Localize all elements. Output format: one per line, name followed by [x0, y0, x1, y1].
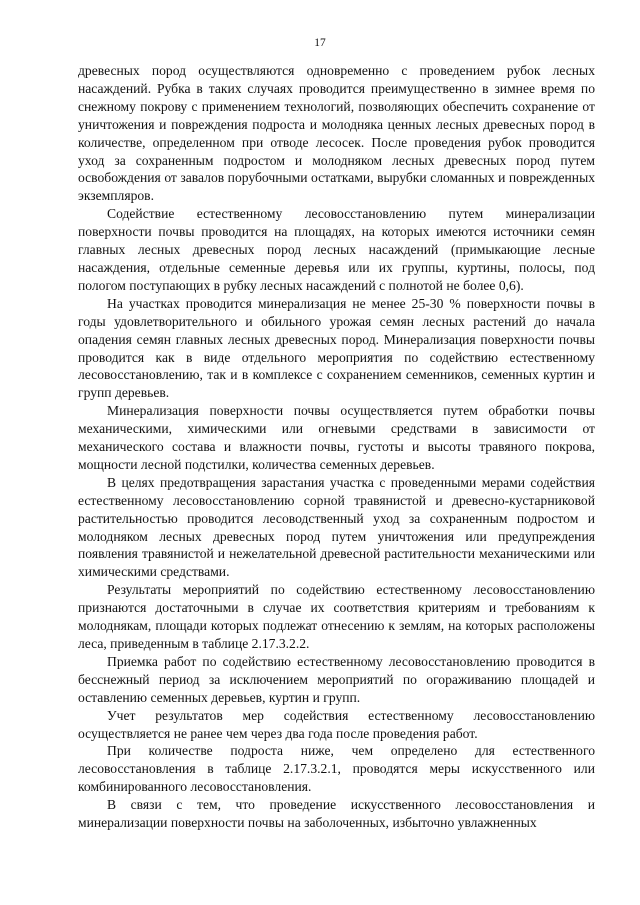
paragraph: В целях предотвращения зарастания участка с проведенными мерами содействия естественному лесовосстановлению сорной травянистой и древесно-кустарниковой растительностью проводится лесоводственный уход за сохраненным подростом и молодняком лесных древесных пород путем уничтожения или предупреждения появления травянистой и нежелательной древесной растительности механическими или химическими средствами.: [78, 474, 595, 580]
paragraph: Учет результатов мер содействия естественному лесовосстановлению осуществляется не ранее чем через два года после проведения работ.: [78, 707, 595, 741]
page-number: 17: [314, 37, 326, 49]
paragraph: На участках проводится минерализация не менее 25-30 % поверхности почвы в годы удовлетворительного и обильного урожая семян лесных растений до начала опадения семян главных лесных древесных пород. Минерализация поверхности почвы проводится как в виде отдельного мероприятия по содействию естественному лесовосстановлению, так и в комплексе с сохранением семенников, семенных куртин и групп деревьев.: [78, 295, 595, 401]
body-text: [78, 62, 595, 832]
paragraph: Содействие естественному лесовосстановлению путем минерализации поверхности почвы проводится на площадях, на которых имеются источники семян главных лесных древесных пород лесных насаждений (примыкающие лесные насаждения, отдельные семенные деревья или их группы, куртины, полосы, под пологом поступающих в рубку лесных насаждений с полнотой не более 0,6).: [78, 206, 595, 293]
paragraph: Минерализация поверхности почвы осуществляется путем обработки почвы механическими, химическими или огневыми средствами в зависимости от механического состава и влажности почвы, густоты и высоты травяного покрова, мощности лесной подстилки, количества семенных деревьев.: [78, 403, 595, 472]
paragraph: Результаты мероприятий по содействию естественному лесовосстановлению признаются достаточными в случае их соответствия критериям и требованиям к молоднякам, площади которых подлежат отнесению к землям, на которых расположены леса, приведенным в таблице 2.17.3.2.2.: [78, 582, 595, 651]
paragraph: При количестве подроста ниже, чем определено для естественного лесовосстановления в таблице 2.17.3.2.1, проводятся меры искусственного или комбинированного лесовосстановления.: [78, 743, 595, 795]
paragraph: В связи с тем, что проведение искусственного лесовосстановления и минерализации поверхности почвы на заболоченных, избыточно увлажненных: [78, 797, 595, 831]
paragraph: Приемка работ по содействию естественному лесовосстановлению проводится в бесснежный период за исключением мероприятий по огораживанию площадей и оставлению семенных деревьев, куртин и групп.: [78, 653, 595, 705]
paragraph-continuation: древесных пород осуществляются одновременно с проведением рубок лесных насаждений. Рубка в таких случаях проводится преимущественно в зимнее время по снежному покрову с применением технологий, позволяющих обеспечить сохранение от уничтожения и повреждения подроста и молодняка ценных лесных древесных пород в количестве, определенном при отводе лесосек. После проведения рубок проводится уход за сохраненным подростом и молодняком лесных древесных пород путем освобождения от завалов порубочными остатками, вырубки сломанных и поврежденных экземпляров.: [78, 63, 595, 204]
